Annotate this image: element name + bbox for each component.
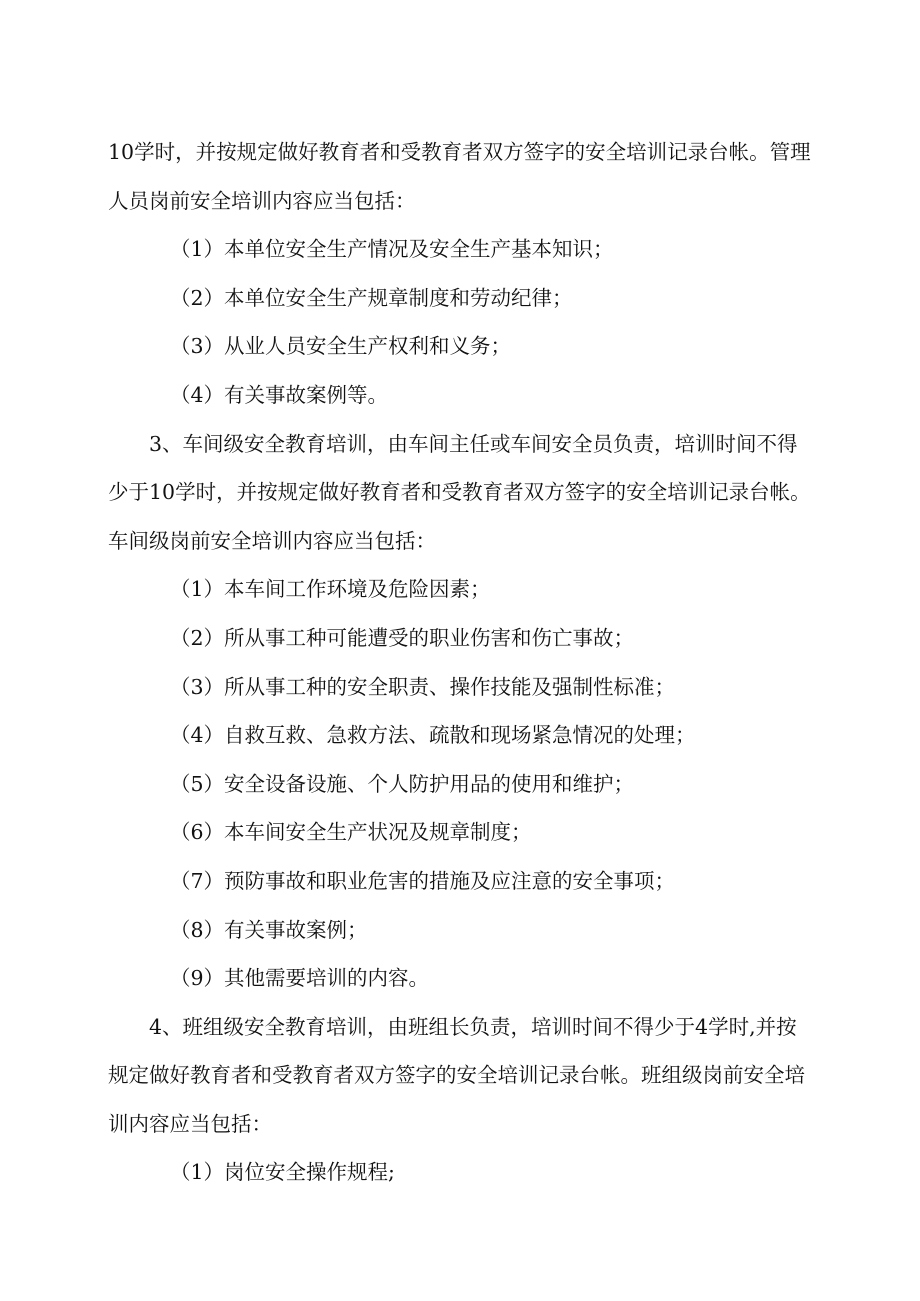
document-body [108, 128, 814, 1197]
paragraph-team-level-training: 4、班组级安全教育培训，由班组长负责，培训时间不得少于4学时,并按规定做好教育者和受教育者双方签字的安全培训记录台帐。班组级岗前安全培训内容应当包括： [108, 1014, 805, 1136]
list-item: （4）自救互救、急救方法、疏散和现场紧急情况的处理； [170, 723, 696, 748]
list-item: （4）有关事故案例等。 [170, 382, 389, 407]
list-item: （1）岗位安全操作规程; [170, 1160, 395, 1185]
paragraph-management-training-continued: 10学时，并按规定做好教育者和受教育者双方签字的安全培训记录台帐。管理人员岗前安全培训内容应当包括： [108, 140, 811, 213]
list-item: （9）其他需要培训的内容。 [170, 966, 430, 991]
list-item: （1）本车间工作环境及危险因素； [170, 577, 491, 602]
list-item: （2）所从事工种可能遭受的职业伤害和伤亡事故； [170, 625, 635, 650]
list-item: （8）有关事故案例； [170, 917, 368, 942]
paragraph-workshop-level-training: 3、车间级安全教育培训，由车间主任或车间安全员负责，培训时间不得少于10学时，并按规定做好教育者和受教育者双方签字的安全培训记录台帐。车间级岗前安全培训内容应当包括： [108, 431, 811, 553]
list-item: （7）预防事故和职业危害的措施及应注意的安全事项； [170, 868, 676, 893]
list-item: （5）安全设备设施、个人防护用品的使用和维护； [170, 771, 635, 796]
list-item: （2）本单位安全生产规章制度和劳动纪律； [170, 285, 573, 310]
list-item: （1）本单位安全生产情况及安全生产基本知识； [170, 237, 614, 262]
list-item: （3）从业人员安全生产权利和义务； [170, 334, 512, 359]
list-item: （6）本车间安全生产状况及规章制度； [170, 820, 532, 845]
list-item: （3）所从事工种的安全职责、操作技能及强制性标准； [170, 674, 676, 699]
